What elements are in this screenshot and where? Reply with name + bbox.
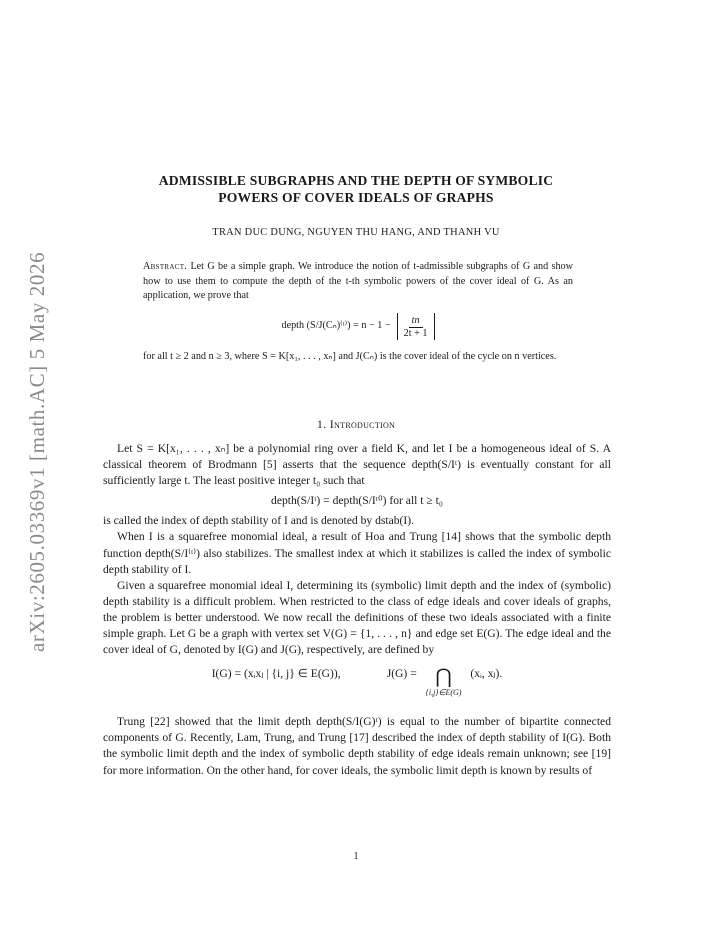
cover-ideal-rhs: (xᵢ, xⱼ). bbox=[470, 667, 503, 681]
paragraph-3: Given a squarefree monomial ideal I, determining its (symbolic) limit depth and the index of (symbolic) depth stability is a difficult problem. When restricted to the class of edge ideals and cover ideals of graphs, the problem is better understood. We now recall the definitions of these two ideals associated with a finite simple graph. Let G be a graph with vertex set V(G) = {1, . . . , n} and edge set E(G). The edge ideal and the cover ideal of G, denoted by I(G) and J(G), respectively, are defined by bbox=[103, 578, 611, 657]
section-title: 1. Introduction bbox=[316, 417, 396, 431]
paragraph-1: Let S = K[x₁, . . . , xₙ] be a polynomial ring over a field K, and let I be a homogeneous ideal of S. A classical theorem of Brodmann [5] asserts that the sequence depth(S/Iᵗ) is eventually constant for all sufficiently large t. The least positive integer t₀ such that bbox=[103, 442, 611, 488]
introduction-body bbox=[103, 441, 611, 779]
fraction bbox=[401, 315, 431, 340]
abstract-text-2: for all t ≥ 2 and n ≥ 3, where S = K[x₁, . . . , xₙ] and J(Cₙ) is the cover ideal of the cycle on n vertices. bbox=[143, 350, 557, 362]
cover-ideal-lhs: J(G) = bbox=[386, 667, 417, 681]
intersection-symbol bbox=[426, 666, 462, 698]
cover-ideal-definition bbox=[387, 666, 503, 698]
abstract-equation bbox=[143, 310, 573, 344]
abstract-text-1: Let G be a simple graph. We introduce the notion of t-admissible subgraphs of G and show how to use them to compute the depth of the t-th symbolic powers of the cover ideal of G. As an application, we prove that bbox=[143, 261, 574, 302]
paragraph-4: Trung [22] showed that the limit depth depth(S/I(G)ᵗ) is equal to the number of bipartite connected components of G. Recently, Lam, Trung, and Trung [17] described the index of depth stability of I(G). Both the symbolic limit depth and the index of symbolic depth stability of edge ideals remain unknown; see [19] for more information. On the other hand, for cover ideals, the symbolic limit depth is known by results of bbox=[103, 715, 611, 777]
abstract bbox=[143, 260, 573, 364]
abstract-equation-left: depth (S/J(Cₙ)⁽ᵗ⁾) = n − 1 − bbox=[281, 320, 391, 332]
fraction-numerator: tn bbox=[409, 315, 423, 328]
abstract-label: Abstract. bbox=[143, 261, 188, 272]
equation-depth-stability: depth(S/Iᵗ) = depth(S/Iᵗ⁰) for all t ≥ t₀ bbox=[271, 494, 443, 508]
title-line-1: ADMISSIBLE SUBGRAPHS AND THE DEPTH OF SYMBOLIC bbox=[158, 173, 554, 188]
title-line-2: POWERS OF COVER IDEALS OF GRAPHS bbox=[218, 190, 494, 205]
floor-bracket bbox=[397, 313, 435, 340]
paper-title bbox=[100, 172, 612, 206]
fraction-denominator: 2t + 1 bbox=[403, 328, 428, 340]
intersection-subscript: {i,j}∈E(G) bbox=[425, 688, 462, 698]
equation-edge-cover-ideals bbox=[103, 666, 611, 706]
paragraph-1-continued: is called the index of depth stability of I and is denoted by dstab(I). bbox=[103, 514, 415, 528]
paragraph-2: When I is a squarefree monomial ideal, a result of Hoa and Trung [14] shows that the symbolic depth function depth(S/I⁽ᵗ⁾) also stabilizes. The smallest index at which it stabilizes is called the index of symbolic depth stability of I. bbox=[103, 530, 611, 576]
author-list: TRAN DUC DUNG, NGUYEN THU HANG, AND THANH VU bbox=[212, 227, 500, 238]
page-number: 1 bbox=[353, 851, 359, 862]
abstract-paragraph bbox=[143, 260, 573, 304]
edge-ideal-definition: I(G) = (xᵢxⱼ | {i, j} ∈ E(G)), bbox=[211, 667, 341, 681]
arxiv-identifier: arXiv:2605.03369v1 [math.AC] 5 May 2026 bbox=[25, 251, 49, 652]
intersection-glyph: ⋂ bbox=[435, 666, 452, 689]
section-heading bbox=[100, 417, 612, 432]
